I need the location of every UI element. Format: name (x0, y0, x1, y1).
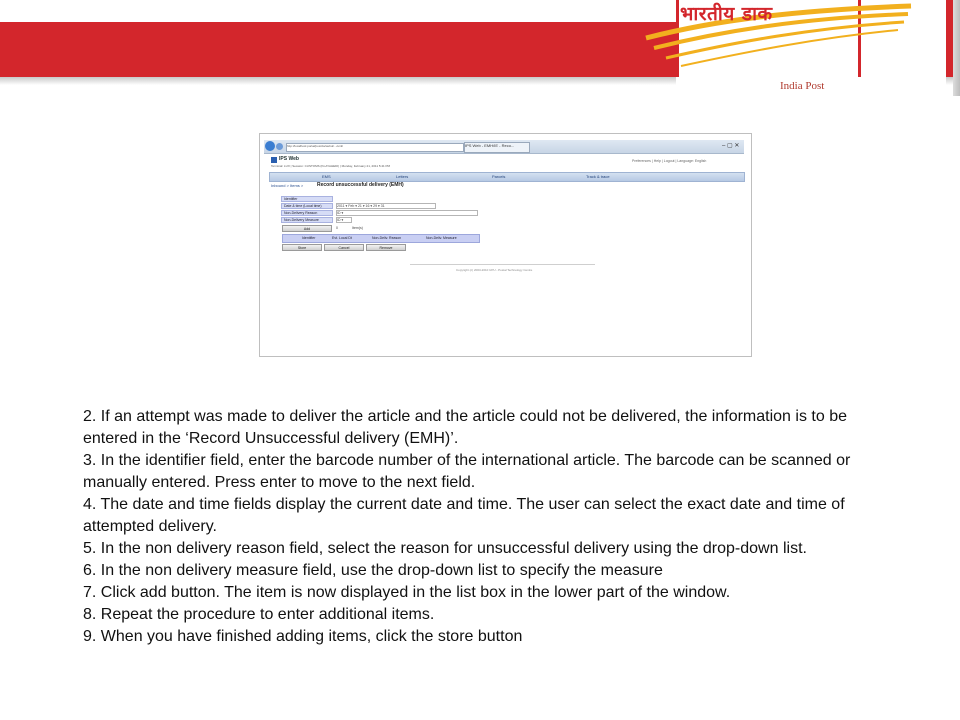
remove-button[interactable]: Remove (366, 244, 406, 251)
reason-select[interactable]: ID ▾ (336, 210, 478, 216)
step-7: 7. Click add button. The item is now displayed in the list box in the lower part of the window. (83, 584, 731, 601)
address-bar[interactable]: http://localhost:portal/pos/do/webui/.../emh (286, 143, 464, 152)
step-5: 5. In the non delivery reason field, select the reason for unsuccessful delivery using the drop-down list. (83, 540, 807, 557)
col-event-date[interactable]: Evt. Local Dt (332, 236, 352, 240)
form-title: Record unsuccessful delivery (EMH) (317, 182, 404, 188)
date-label: Date & time (Local time) (281, 203, 333, 209)
items-label: Item(s) (352, 226, 376, 232)
date-time-field[interactable]: 2011 ▾ Feb ▾ 21 ▾ 16 ▾ 29 ▾ 31 (336, 203, 436, 209)
back-icon[interactable] (265, 141, 275, 151)
breadcrumb[interactable]: Inbound > Items > (271, 183, 304, 188)
nav-letters[interactable]: Letters (396, 174, 409, 179)
item-count: 0 (336, 226, 346, 232)
step-4: 4. The date and time fields display the current date and time. The user can select the exact date and time of attempted delivery. (83, 496, 845, 535)
hindi-title: भारतीय डाक (680, 3, 773, 25)
nav-ems[interactable]: EMS (322, 174, 331, 179)
copyright-text: Copyright (c) 2003-2010 UPU - Postal Technology Centre (456, 268, 533, 272)
app-session-info: Terminal: LUX | Session: CUSTOMS (IN-AYAHEDI) | Monday, February 21, 2011 5:41 PM (271, 164, 390, 168)
forward-icon[interactable] (276, 143, 283, 150)
reason-label: Non-Delivery Reason (281, 210, 333, 216)
step-2: 2. If an attempt was made to deliver the article and the article could not be delivered, the information is to be entered in the ‘Record Unsuccessful delivery (EMH)’. (83, 408, 847, 447)
add-button[interactable]: Add (282, 225, 332, 232)
app-name: IPS Web (279, 156, 299, 162)
window-controls[interactable]: – ▢ ✕ (722, 143, 740, 149)
app-nav-bar (269, 172, 745, 182)
app-screenshot (259, 133, 752, 357)
store-button[interactable]: Store (282, 244, 322, 251)
identifier-label: Identifier (281, 196, 333, 202)
col-measure[interactable]: Non-Deliv. Measure (426, 236, 457, 240)
cancel-button[interactable]: Cancel (324, 244, 364, 251)
nav-parcels[interactable]: Parcels (492, 174, 506, 179)
instruction-steps (83, 406, 903, 648)
app-logo-icon (271, 157, 277, 163)
footer-divider (410, 264, 595, 265)
step-9: 9. When you have finished adding items, click the store button (83, 628, 523, 645)
brand-name: India Post (780, 80, 825, 92)
step-8: 8. Repeat the procedure to enter additional items. (83, 606, 435, 623)
col-reason[interactable]: Non-Deliv. Reason (372, 236, 402, 240)
col-identifier[interactable]: Identifier (302, 236, 316, 240)
right-scroll-edge (953, 0, 960, 96)
measure-label: Non-Delivery Measure (281, 217, 333, 223)
app-top-links[interactable]: Preferences | Help | Logout | Language: English (632, 159, 707, 163)
browser-tab[interactable]: IPS Web - EMH/IE - Reco... (464, 142, 530, 153)
measure-select[interactable]: ID ▾ (336, 217, 352, 223)
nav-track-trace[interactable]: Track & trace (586, 174, 610, 179)
step-3: 3. In the identifier field, enter the barcode number of the international article. The barcode can be scanned or manually entered. Press enter to move to the next field. (83, 452, 851, 491)
step-6: 6. In the non delivery measure field, use the drop-down list to specify the measure (83, 562, 663, 579)
